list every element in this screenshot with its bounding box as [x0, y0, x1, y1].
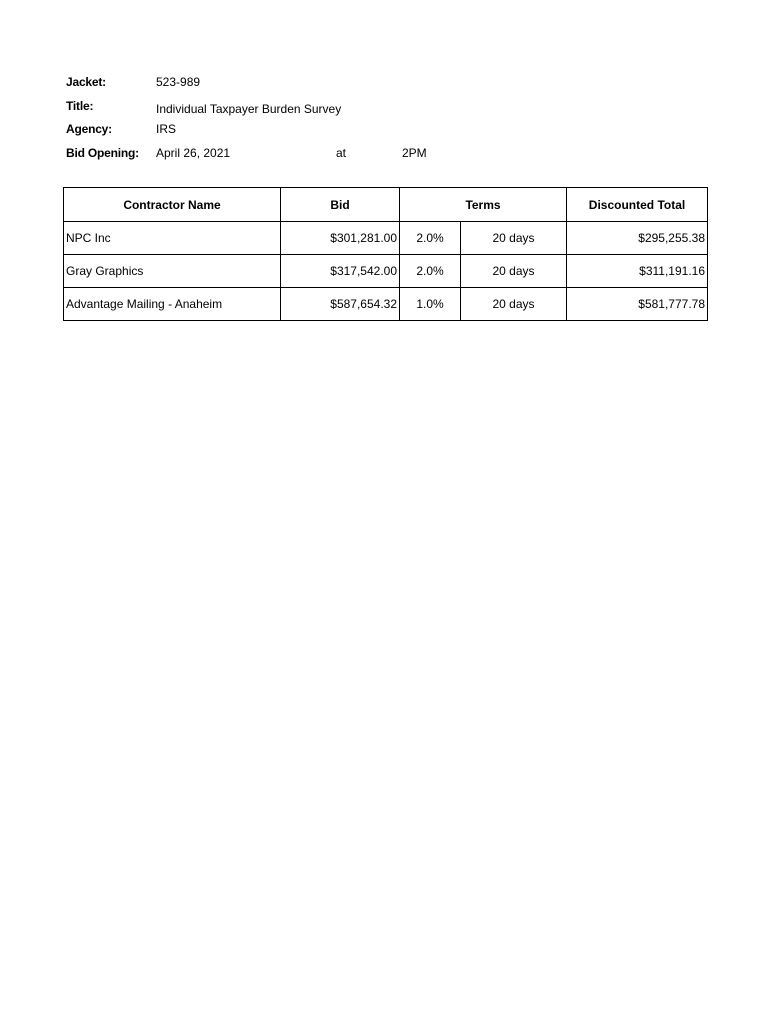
contractor-name-cell: Advantage Mailing - Anaheim [64, 288, 281, 321]
bid-cell: $317,542.00 [281, 255, 400, 288]
jacket-label: Jacket: [66, 75, 106, 89]
agency-label: Agency: [66, 122, 112, 136]
title-label: Title: [66, 99, 94, 113]
header-contractor-name: Contractor Name [64, 188, 281, 222]
terms-days-cell: 20 days [461, 255, 567, 288]
table-row [64, 255, 708, 288]
bid-cell: $587,654.32 [281, 288, 400, 321]
bid-cell: $301,281.00 [281, 222, 400, 255]
bid-opening-at: at [336, 146, 347, 160]
agency-value: IRS [156, 122, 177, 136]
discount-cell: 2.0% [400, 255, 461, 288]
discount-cell: 1.0% [400, 288, 461, 321]
discounted-total-cell: $295,255.38 [567, 222, 708, 255]
table-row [64, 288, 708, 321]
contractor-name-cell: NPC Inc [64, 222, 281, 255]
bid-opening-time: 2PM [402, 146, 427, 160]
header-terms: Terms [400, 188, 567, 222]
terms-days-cell: 20 days [461, 288, 567, 321]
header-discounted-total: Discounted Total [567, 188, 708, 222]
title-value: Individual Taxpayer Burden Survey [156, 102, 342, 116]
terms-days-cell: 20 days [461, 222, 567, 255]
bid-table [63, 187, 708, 321]
table-header-row [64, 188, 708, 222]
contractor-name-cell: Gray Graphics [64, 255, 281, 288]
jacket-value: 523-989 [156, 75, 201, 89]
discounted-total-cell: $581,777.78 [567, 288, 708, 321]
discounted-total-cell: $311,191.16 [567, 255, 708, 288]
bid-opening-date: April 26, 2021 [156, 146, 231, 160]
table-row [64, 222, 708, 255]
discount-cell: 2.0% [400, 222, 461, 255]
bid-opening-label: Bid Opening: [66, 146, 139, 160]
header-bid: Bid [281, 188, 400, 222]
